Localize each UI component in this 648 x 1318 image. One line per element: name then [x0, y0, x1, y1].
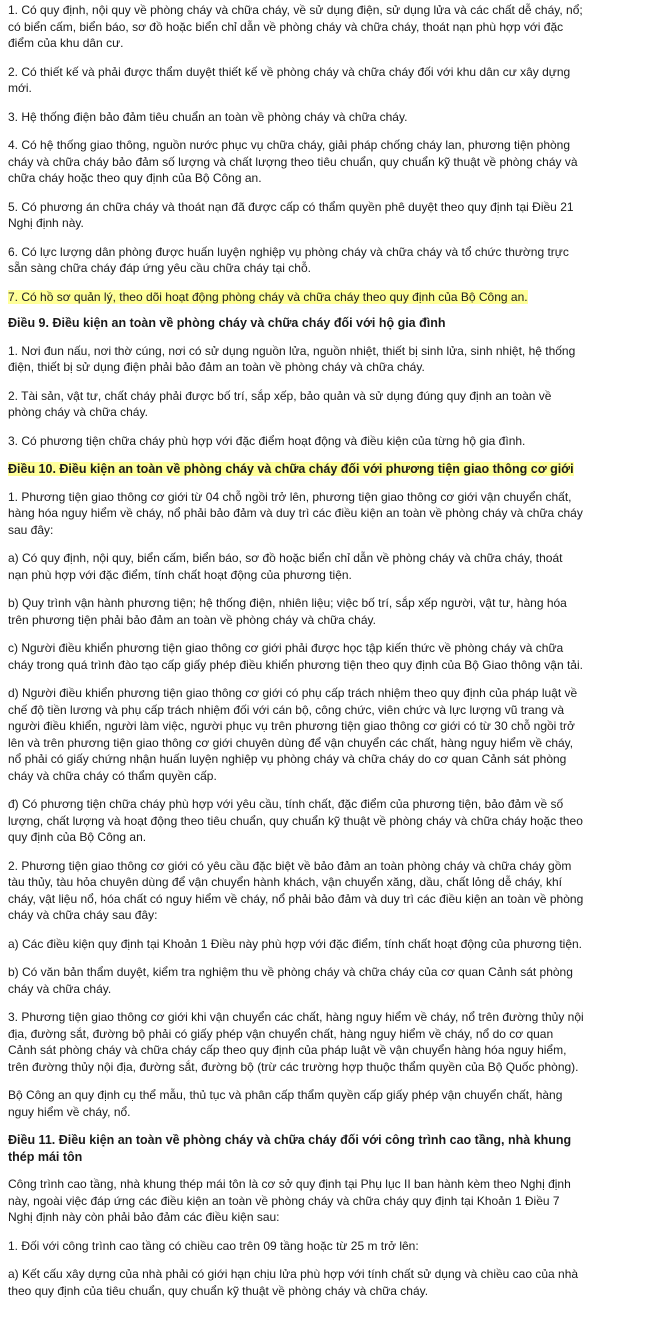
- article-11-clause-1a: a) Kết cấu xây dựng của nhà phải có giới hạn chịu lửa phù hợp với tính chất sử dụng và chiều cao của nhà theo quy định của tiêu chuẩn, quy chuẩn kỹ thuật về phòng cháy và chữa cháy.: [8, 1267, 579, 1298]
- article-10-clause-2b: b) Có văn bản thẩm duyệt, kiểm tra nghiệm thu về phòng cháy và chữa cháy của cơ quan Cảnh sát phòng cháy và chữa cháy.: [8, 965, 573, 996]
- article-9-clause-1: 1. Nơi đun nấu, nơi thờ cúng, nơi có sử dụng nguồn lửa, nguồn nhiệt, thiết bị sinh lửa, sinh nhiệt, hệ thống điện, thiết bị sử dụng điện phải bảo đảm an toàn về phòng cháy và chữa cháy.: [8, 343, 576, 374]
- article-11-intro: Công trình cao tầng, nhà khung thép mái tôn là cơ sở quy định tại Phụ lục II ban hành kèm theo Nghị định này, ngoài việc đáp ứng các điều kiện an toàn về phòng cháy và chữa cháy quy định tại Khoản 1 Điều 7 Nghị định này còn phải bảo đảm các điều kiện sau:: [8, 1177, 571, 1224]
- article-9-clause-2: 2. Tài sản, vật tư, chất cháy phải được bố trí, sắp xếp, bảo quản và sử dụng đúng quy định an toàn về phòng cháy và chữa cháy.: [8, 388, 552, 419]
- article-10-clause-1b: b) Quy trình vận hành phương tiện; hệ thống điện, nhiên liệu; việc bố trí, sắp xếp người, vật tư, hàng hóa trên phương tiện phải bảo đảm an toàn về phòng cháy và chữa cháy.: [8, 596, 567, 627]
- article-10-clause-1a: a) Có quy định, nội quy, biển cấm, biển báo, sơ đồ hoặc biển chỉ dẫn về phòng cháy và chữa cháy, thoát nạn phù hợp với đặc điểm, tính chất hoạt động của phương tiện.: [8, 551, 563, 582]
- article-10-clause-2: 2. Phương tiện giao thông cơ giới có yêu cầu đặc biệt về bảo đảm an toàn phòng cháy và chữa cháy gồm tàu thủy, tàu hỏa chuyên dùng để vận chuyển hành khách, vận chuyển xăng, dầu, chất lỏng dễ cháy, khí cháy, vật liệu nổ, hóa chất có nguy hiểm về cháy, nổ phải bảo đảm và duy trì các điều kiện an toàn về phòng cháy và chữa cháy sau đây:: [8, 858, 584, 922]
- article-10-clause-3: 3. Phương tiện giao thông cơ giới khi vận chuyển các chất, hàng nguy hiểm về cháy, nổ trên đường thủy nội địa, đường sắt, đường bộ phải có giấy phép vận chuyển chất, hàng nguy hiểm về cháy, nổ do cơ quan Cảnh sát phòng cháy và chữa cháy cấp theo quy định của pháp luật về vận chuyển hàng hóa nguy hiểm, trên đường thủy nội địa, đường sắt, đường bộ (trừ các trường hợp thuộc thẩm quyền của Bộ Quốc phòng).: [8, 1010, 584, 1074]
- highlight-article-10-heading: Điều 10. Điều kiện an toàn về phòng cháy và chữa cháy đối với phương tiện giao thông cơ giới: [8, 462, 574, 476]
- article-10-clause-1d: d) Người điều khiển phương tiện giao thông cơ giới có phụ cấp trách nhiệm theo quy định của pháp luật về chế độ tiền lương và phụ cấp trách nhiệm đối với cán bộ, công chức, viên chức và lực lượng vũ trang và người điều khiển, người làm việc, người phục vụ trên phương tiện giao thông cơ giới có từ 30 chỗ ngồi trở lên và trên phương tiện giao thông cơ giới chuyên dùng để vận chuyển các chất, hàng nguy hiểm về cháy, nổ phải có giấy chứng nhận huấn luyện nghiệp vụ phòng cháy và chữa cháy do cơ quan Cảnh sát phòng cháy và chữa cháy có thẩm quyền cấp.: [8, 686, 578, 783]
- article-9-clause-3: 3. Có phương tiện chữa cháy phù hợp với đặc điểm hoạt động và điều kiện của từng hộ gia đình.: [8, 433, 526, 448]
- clause-2: 2. Có thiết kế và phải được thẩm duyệt thiết kế về phòng cháy và chữa cháy đối với khu dân cư xây dựng mới.: [8, 64, 571, 95]
- article-10-clause-1dd: đ) Có phương tiện chữa cháy phù hợp với yêu cầu, tính chất, đặc điểm của phương tiện, bảo đảm về số lượng, chất lượng và hoạt động theo tiêu chuẩn, quy chuẩn kỹ thuật về phòng cháy và chữa cháy hoặc theo quy định của Bộ Công an.: [8, 797, 583, 844]
- article-10-clause-1: 1. Phương tiện giao thông cơ giới từ 04 chỗ ngồi trở lên, phương tiện giao thông cơ giới vận chuyển chất, hàng hóa nguy hiểm về cháy, nổ phải bảo đảm và duy trì các điều kiện an toàn về phòng cháy và chữa cháy sau đây:: [8, 489, 583, 537]
- clause-7-highlighted: [8, 289, 584, 306]
- clause-3: 3. Hệ thống điện bảo đảm tiêu chuẩn an toàn về phòng cháy và chữa cháy.: [8, 109, 408, 124]
- clause-5: 5. Có phương án chữa cháy và thoát nạn đã được cấp có thẩm quyền phê duyệt theo quy định tại Điều 21 Nghị định này.: [8, 199, 574, 230]
- clause-6: 6. Có lực lượng dân phòng được huấn luyện nghiệp vụ phòng cháy và chữa cháy và tổ chức thường trực sẵn sàng chữa cháy đáp ứng yêu cầu chữa cháy tại chỗ.: [8, 244, 569, 275]
- clause-1: 1. Có quy định, nội quy về phòng cháy và chữa cháy, về sử dụng điện, sử dụng lửa và các chất dễ cháy, nổ; có biển cấm, biển báo, sơ đồ hoặc biển chỉ dẫn về phòng cháy và chữa cháy, thoát nạn phù hợp với đặc điểm của khu dân cư.: [8, 3, 583, 50]
- clause-4: 4. Có hệ thống giao thông, nguồn nước phục vụ chữa cháy, giải pháp chống cháy lan, phương tiện phòng cháy và chữa cháy bảo đảm số lượng và chất lượng theo tiêu chuẩn, quy chuẩn kỹ thuật về phòng cháy và chữa cháy hoặc theo quy định của Bộ Công an.: [8, 138, 578, 185]
- article-9-heading: Điều 9. Điều kiện an toàn về phòng cháy và chữa cháy đối với hộ gia đình: [8, 316, 446, 330]
- highlight-clause-7: 7. Có hồ sơ quản lý, theo dõi hoạt động phòng cháy và chữa cháy theo quy định của Bộ Công an.: [8, 289, 528, 304]
- article-10-clause-1c: c) Người điều khiển phương tiện giao thông cơ giới phải được học tập kiến thức về phòng cháy và chữa cháy trong quá trình đào tạo cấp giấy phép điều khiển phương tiện theo quy định của Bộ Giao thông vận tải.: [8, 641, 583, 672]
- article-10-clause-2a: a) Các điều kiện quy định tại Khoản 1 Điều này phù hợp với đặc điểm, tính chất hoạt động của phương tiện.: [8, 936, 583, 951]
- article-11-clause-1: 1. Đối với công trình cao tầng có chiều cao trên 09 tầng hoặc từ 25 m trở lên:: [8, 1238, 419, 1253]
- article-11-heading: Điều 11. Điều kiện an toàn về phòng cháy và chữa cháy đối với công trình cao tầng, nhà khung thép mái tôn: [8, 1133, 572, 1164]
- article-10-heading: [8, 461, 584, 478]
- article-10-closing: Bộ Công an quy định cụ thể mẫu, thủ tục và phân cấp thẩm quyền cấp giấy phép vận chuyển chất, hàng nguy hiểm về cháy, nổ.: [8, 1088, 563, 1119]
